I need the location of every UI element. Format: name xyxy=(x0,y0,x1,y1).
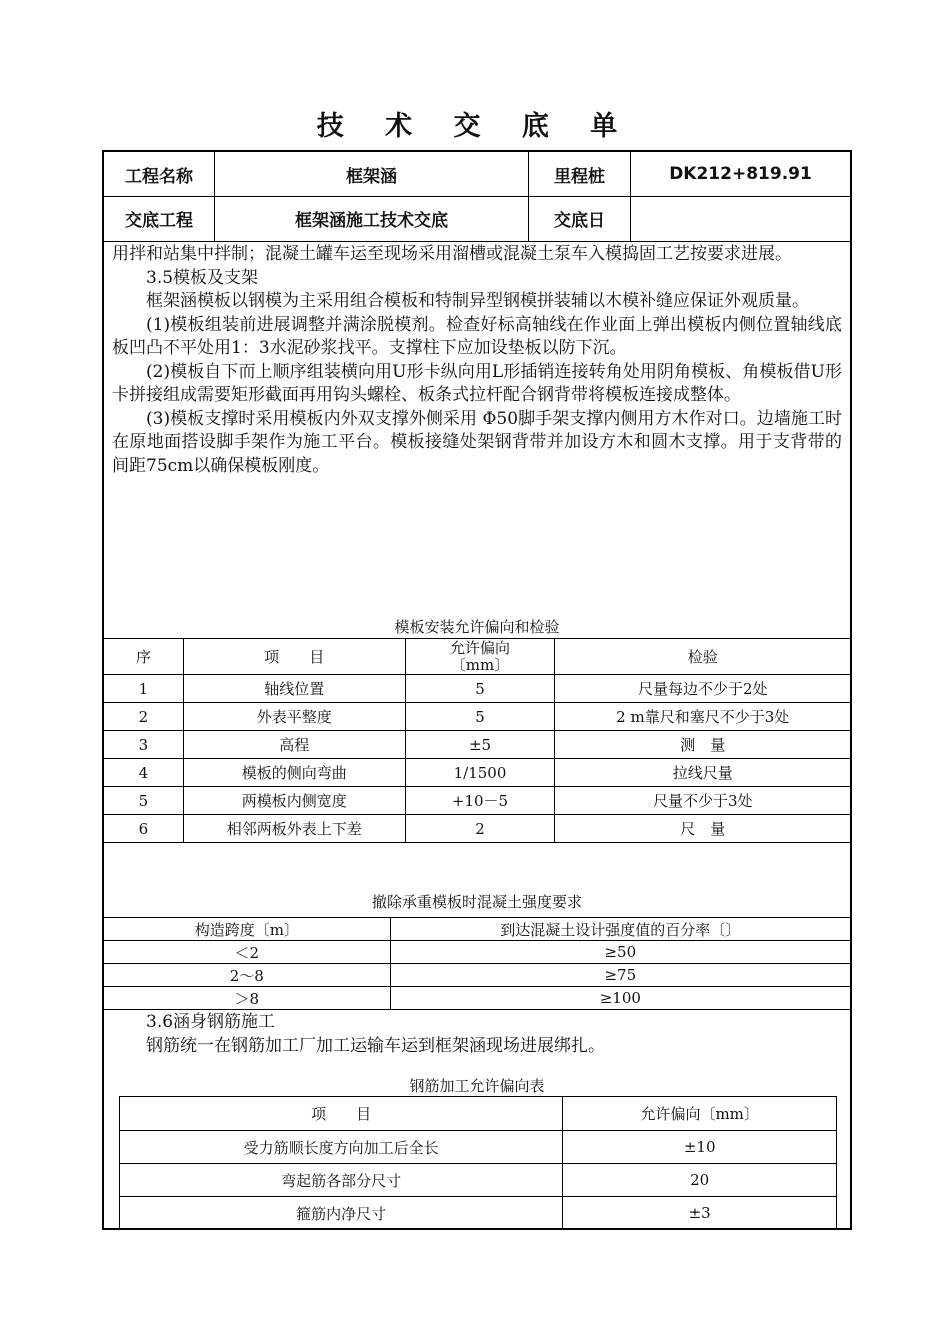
paragraph-rebar: 钢筋统一在钢筋加工厂加工运输车运到框架涵现场进展绑扎。 xyxy=(146,1035,605,1056)
table-cell: 6 xyxy=(104,815,184,843)
project-name-label: 工程名称 xyxy=(125,166,193,187)
table-cell: 2 xyxy=(104,703,184,731)
table1-header-inspection: 检验 xyxy=(555,639,851,675)
table-cell: 弯起筋各部分尺寸 xyxy=(120,1164,563,1197)
table-cell: 高程 xyxy=(183,731,405,759)
handover-project-value: 框架涵施工技术交底 xyxy=(295,211,448,231)
table-cell: 2 m靠尺和塞尺不少于3处 xyxy=(555,703,851,731)
table-cell: 模板的侧向弯曲 xyxy=(183,759,405,787)
table1-header-tolerance-line2: 〔mm〕 xyxy=(450,655,510,674)
mileage-value: DK212+819.91 xyxy=(669,164,812,184)
table3-header-row xyxy=(120,1097,837,1131)
table1-header-seq: 序 xyxy=(104,639,184,675)
table-row xyxy=(120,1197,837,1230)
table1-header-row xyxy=(104,639,851,675)
table2-header-row xyxy=(104,918,851,941)
table1-caption: 模板安装允许偏向和检验 xyxy=(394,618,560,636)
table3-header-tolerance: 允许偏向〔mm〕 xyxy=(563,1097,837,1131)
table-cell: 5 xyxy=(104,787,184,815)
paragraph-item-1: (1)模板组装前进展调整并满涂脱模剂。检查好标高轴线在作业面上弹出模板内侧位置轴线底板凹凸不平处用1：3水泥砂浆找平。支撑柱下应加设垫板以防下沉。 xyxy=(112,314,842,358)
section-3-6-title: 3.6涵身钢筋施工 xyxy=(146,1012,276,1032)
table-cell: ±5 xyxy=(405,731,555,759)
table-cell: 1 xyxy=(104,675,184,703)
formwork-removal-strength-table xyxy=(103,917,851,1010)
table-cell: ＞8 xyxy=(104,987,391,1010)
table3-caption: 钢筋加工允许偏向表 xyxy=(409,1077,545,1095)
project-name-value: 框架涵 xyxy=(346,166,397,187)
table-cell: ±10 xyxy=(563,1131,837,1164)
table-row xyxy=(104,759,851,787)
table-row xyxy=(104,675,851,703)
table2-header-span: 构造跨度〔m〕 xyxy=(104,918,391,941)
table-cell: 尺 量 xyxy=(555,815,851,843)
table-cell: 5 xyxy=(405,675,555,703)
table-cell: 外表平整度 xyxy=(183,703,405,731)
table-cell: 尺量不少于3处 xyxy=(555,787,851,815)
table-cell: 箍筋内净尺寸 xyxy=(120,1197,563,1230)
table1-header-tolerance-line1: 允许偏向 xyxy=(450,638,511,657)
table-row xyxy=(104,787,851,815)
mileage-label: 里程桩 xyxy=(554,166,605,187)
table3-header-item: 项 目 xyxy=(120,1097,563,1131)
table-row xyxy=(104,964,851,987)
table-row xyxy=(104,941,851,964)
paragraph-item-3: (3)模板支撑时采用模板内外双支撑外侧采用 Φ50脚手架支撑内侧用方木作对口。边墙施工时在原地面搭设脚手架作为施工平台。模板接缝处架钢背带并加设方木和圆木支撑。用于支背带的间距75cm以确保模板刚度。 xyxy=(112,408,842,476)
table-cell: 2 xyxy=(405,815,555,843)
table2-header-percentage: 到达混凝土设计强度值的百分率〔〕 xyxy=(390,918,850,941)
table-cell: ≥100 xyxy=(390,987,850,1010)
paragraph-item-2: (2)模板自下而上顺序组装横向用U形卡纵向用L形插销连接转角处用阴角模板、角模板借U形卡拼接组成需要矩形截面再用钩头螺栓、板条式拉杆配合钢背带将模板连接成整体。 xyxy=(112,361,842,405)
table-cell: ≥50 xyxy=(390,941,850,964)
table-cell: 3 xyxy=(104,731,184,759)
table1-header-item: 项 目 xyxy=(183,639,405,675)
body-text-top xyxy=(112,243,842,478)
table-row xyxy=(120,1131,837,1164)
handover-date-label: 交底日 xyxy=(554,211,605,231)
table-row xyxy=(104,815,851,843)
handover-date-value xyxy=(631,196,850,241)
table-cell: 20 xyxy=(563,1164,837,1197)
body-text-bottom xyxy=(112,1011,842,1058)
document-title: 技 术 交 底 单 xyxy=(316,111,634,142)
handover-form xyxy=(102,150,852,1230)
table-cell: 尺量每边不少于2处 xyxy=(555,675,851,703)
table-cell: 5 xyxy=(405,703,555,731)
handover-project-label: 交底工程 xyxy=(125,211,193,231)
header-row-2 xyxy=(104,196,850,242)
table-cell: 2～8 xyxy=(104,964,391,987)
section-3-5-title: 3.5模板及支架 xyxy=(146,267,259,288)
table-row xyxy=(104,703,851,731)
formwork-tolerance-table xyxy=(103,638,851,843)
table-cell: 拉线尺量 xyxy=(555,759,851,787)
table-cell: +10－5 xyxy=(405,787,555,815)
table-cell: ≥75 xyxy=(390,964,850,987)
header-row-1 xyxy=(104,152,850,197)
table-row xyxy=(104,731,851,759)
table-cell: 4 xyxy=(104,759,184,787)
table2-caption: 撤除承重模板时混凝土强度要求 xyxy=(371,893,582,911)
table-cell: 轴线位置 xyxy=(183,675,405,703)
table-cell: ±3 xyxy=(563,1197,837,1230)
table-cell: 测 量 xyxy=(555,731,851,759)
table-cell: 相邻两板外表上下差 xyxy=(183,815,405,843)
paragraph-formwork: 框架涵模板以钢模为主采用组合模板和特制异型钢模拼装辅以木模补缝应保证外观质量。 xyxy=(146,291,809,311)
table1-header-tolerance xyxy=(405,639,555,675)
rebar-tolerance-table xyxy=(119,1096,837,1230)
table-cell: 受力筋顺长度方向加工后全长 xyxy=(120,1131,563,1164)
table-cell: ＜2 xyxy=(104,941,391,964)
paragraph-concrete: 用拌和站集中拌制；混凝土罐车运至现场采用溜槽或混凝土泵车入模捣固工艺按要求进展。 xyxy=(112,244,792,264)
table-row xyxy=(120,1164,837,1197)
table-row xyxy=(104,987,851,1010)
table-cell: 两模板内侧宽度 xyxy=(183,787,405,815)
table-cell: 1/1500 xyxy=(405,759,555,787)
